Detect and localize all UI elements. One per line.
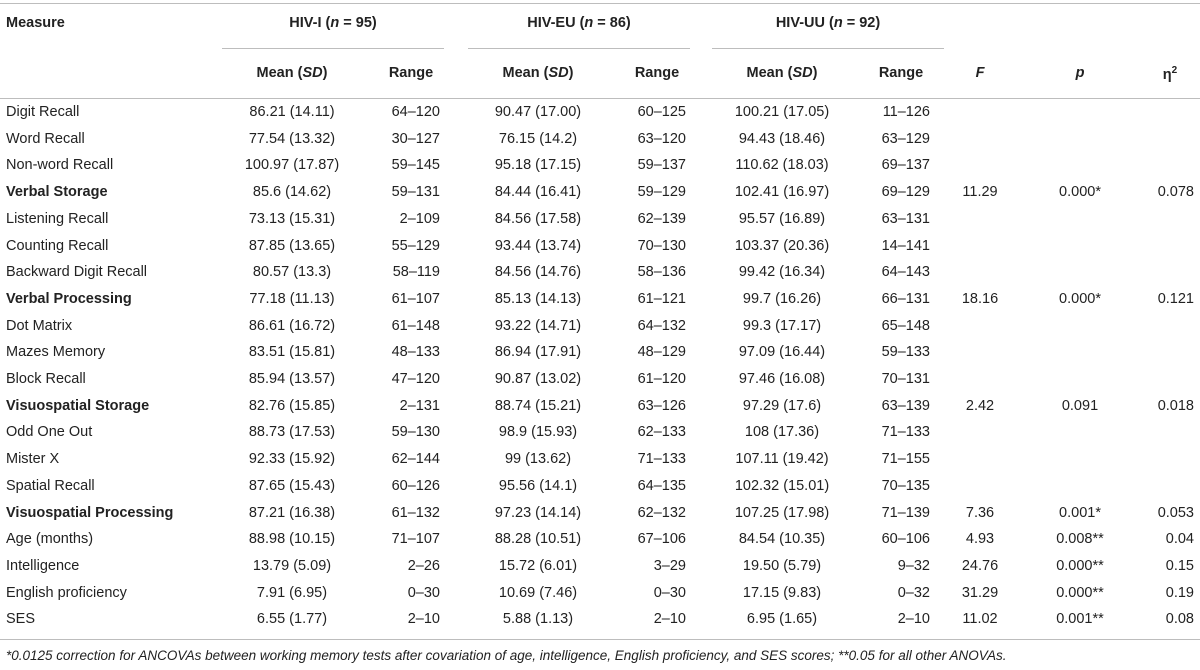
cell-mean-hiv-eu: 84.56 (17.58) <box>494 210 582 227</box>
cell-measure: Mazes Memory <box>6 344 106 361</box>
cell-range-hiv-i: 58–119 <box>392 264 440 281</box>
cell-mean-hiv-uu: 97.09 (16.44) <box>738 344 826 361</box>
cell-p: 0.000** <box>1056 557 1104 574</box>
cell-range-hiv-uu: 70–135 <box>881 477 930 494</box>
cell-measure: Non-word Recall <box>6 157 114 174</box>
cell-mean-hiv-i: 73.13 (15.31) <box>248 210 336 227</box>
cell-mean-hiv-eu: 99 (13.62) <box>504 451 572 468</box>
cell-mean-hiv-eu: 88.74 (15.21) <box>494 397 582 414</box>
cell-measure: Block Recall <box>6 371 86 387</box>
cell-range-hiv-i: 2–10 <box>407 611 440 628</box>
header-mean-1: Mean (SD) <box>256 65 328 81</box>
cell-mean-hiv-i: 80.57 (13.3) <box>252 264 332 281</box>
cell-F: 11.29 <box>962 184 998 201</box>
cell-range-hiv-i: 61–107 <box>391 290 440 307</box>
cell-range-hiv-uu: 69–129 <box>881 184 930 201</box>
cell-p: 0.008** <box>1056 531 1104 548</box>
header-mean-2: Mean (SD) <box>502 65 574 81</box>
cell-range-hiv-eu: 0–30 <box>653 584 686 601</box>
group-rule-hiv-eu <box>468 48 690 49</box>
cell-mean-hiv-i: 85.6 (14.62) <box>252 184 332 201</box>
cell-range-hiv-i: 60–126 <box>391 477 440 494</box>
cell-range-hiv-eu: 64–132 <box>637 317 686 334</box>
cell-F: 24.76 <box>961 557 999 574</box>
cell-measure: Counting Recall <box>6 237 109 254</box>
cell-mean-hiv-eu: 10.69 (7.46) <box>498 584 578 601</box>
cell-mean-hiv-uu: 107.11 (19.42) <box>735 451 829 468</box>
cell-mean-hiv-i: 7.91 (6.95) <box>256 584 328 601</box>
header-F: F <box>975 65 985 81</box>
cell-measure: Age (months) <box>6 531 94 548</box>
cell-mean-hiv-i: 82.76 (15.85) <box>248 397 336 414</box>
cell-range-hiv-i: 61–148 <box>391 317 440 334</box>
cell-range-hiv-eu: 64–135 <box>637 477 686 494</box>
cell-mean-hiv-i: 92.33 (15.92) <box>248 451 336 468</box>
cell-mean-hiv-eu: 97.23 (14.14) <box>494 504 582 521</box>
cell-mean-hiv-uu: 19.50 (5.79) <box>742 557 822 574</box>
cell-mean-hiv-eu: 93.22 (14.71) <box>494 317 582 334</box>
cell-measure: Intelligence <box>6 557 80 574</box>
footnote: *0.0125 correction for ANCOVAs between working memory tests after covariation of age, intelligence, English proficiency, and SES scores; **0.05 for all other ANOVAs. <box>6 648 1007 663</box>
cell-F: 31.29 <box>961 584 999 601</box>
cell-range-hiv-i: 61–132 <box>391 504 440 521</box>
cell-measure: Mister X <box>6 451 60 468</box>
cell-F: 18.16 <box>961 290 999 307</box>
cell-mean-hiv-eu: 88.28 (10.51) <box>494 531 582 548</box>
cell-range-hiv-eu: 61–120 <box>637 371 686 387</box>
cell-mean-hiv-uu: 17.15 (9.83) <box>742 584 822 601</box>
cell-measure: Verbal Processing <box>6 290 132 307</box>
cell-mean-hiv-i: 88.73 (17.53) <box>248 424 336 441</box>
header-bottom-rule <box>0 98 1200 99</box>
cell-mean-hiv-i: 88.98 (10.15) <box>248 531 336 548</box>
cell-mean-hiv-uu: 94.43 (18.46) <box>738 130 826 147</box>
cell-mean-hiv-uu: 102.41 (16.97) <box>734 184 830 201</box>
cell-measure: Visuospatial Storage <box>6 397 150 414</box>
group-rule-hiv-i <box>222 48 444 49</box>
cell-measure: Word Recall <box>6 130 85 147</box>
cell-range-hiv-i: 64–120 <box>391 104 440 120</box>
cell-eta-squared: 0.08 <box>1165 611 1194 628</box>
cell-eta-squared: 0.053 <box>1157 504 1194 521</box>
cell-mean-hiv-eu: 84.44 (16.41) <box>494 184 582 201</box>
cell-mean-hiv-eu: 76.15 (14.2) <box>498 130 578 147</box>
cell-mean-hiv-eu: 90.47 (17.00) <box>494 104 582 120</box>
cell-measure: Dot Matrix <box>6 317 73 334</box>
cell-range-hiv-i: 59–131 <box>391 184 440 201</box>
cell-mean-hiv-eu: 5.88 (1.13) <box>502 611 574 628</box>
cell-range-hiv-uu: 60–106 <box>881 531 930 548</box>
cell-range-hiv-uu: 71–133 <box>881 424 930 441</box>
cell-range-hiv-uu: 64–143 <box>881 264 930 281</box>
cell-mean-hiv-uu: 108 (17.36) <box>744 424 820 441</box>
cell-range-hiv-eu: 3–29 <box>653 557 686 574</box>
header-group-hiv-eu: HIV-EU (n = 86) <box>527 15 631 31</box>
header-range-3: Range <box>878 65 924 81</box>
cell-range-hiv-eu: 60–125 <box>637 104 686 120</box>
cell-measure: SES <box>6 611 36 628</box>
cell-range-hiv-eu: 59–137 <box>637 157 686 174</box>
cell-p: 0.091 <box>1061 397 1099 414</box>
cell-range-hiv-uu: 63–129 <box>881 130 930 147</box>
cell-p: 0.001** <box>1056 611 1104 628</box>
cell-range-hiv-uu: 63–139 <box>881 397 930 414</box>
cell-range-hiv-uu: 63–131 <box>881 210 930 227</box>
header-p: p <box>1075 65 1085 81</box>
cell-mean-hiv-uu: 103.37 (20.36) <box>734 237 830 254</box>
cell-eta-squared: 0.078 <box>1157 184 1194 201</box>
cell-range-hiv-uu: 11–126 <box>882 104 930 120</box>
cell-mean-hiv-eu: 95.56 (14.1) <box>498 477 578 494</box>
header-range-1: Range <box>388 65 434 81</box>
cell-range-hiv-i: 47–120 <box>391 371 440 387</box>
cell-measure: Listening Recall <box>6 210 109 227</box>
cell-mean-hiv-uu: 99.42 (16.34) <box>738 264 826 281</box>
cell-mean-hiv-eu: 90.87 (13.02) <box>494 371 582 387</box>
cell-F: 7.36 <box>965 504 995 521</box>
cell-p: 0.000* <box>1059 184 1101 201</box>
cell-mean-hiv-uu: 110.62 (18.03) <box>735 157 829 174</box>
cell-p: 0.000* <box>1059 290 1101 307</box>
cell-range-hiv-eu: 61–121 <box>637 290 686 307</box>
cell-mean-hiv-eu: 86.94 (17.91) <box>494 344 582 361</box>
cell-measure: Odd One Out <box>6 424 93 441</box>
cell-mean-hiv-i: 87.21 (16.38) <box>248 504 336 521</box>
cell-measure: Backward Digit Recall <box>6 264 148 281</box>
cell-mean-hiv-eu: 85.13 (14.13) <box>494 290 582 307</box>
cell-measure: English proficiency <box>6 584 127 601</box>
cell-mean-hiv-uu: 102.32 (15.01) <box>734 477 830 494</box>
cell-range-hiv-uu: 9–32 <box>897 557 930 574</box>
cell-range-hiv-eu: 62–139 <box>637 210 686 227</box>
header-measure: Measure <box>6 15 65 31</box>
cell-measure: Digit Recall <box>6 104 80 120</box>
cell-p: 0.000** <box>1056 584 1104 601</box>
header-eta-squared: $\eta^2$ <box>1162 65 1178 83</box>
cell-range-hiv-uu: 14–141 <box>881 237 930 254</box>
cell-range-hiv-i: 59–145 <box>391 157 440 174</box>
cell-eta-squared: 0.04 <box>1165 531 1194 548</box>
cell-range-hiv-i: 59–130 <box>391 424 440 441</box>
cell-range-hiv-i: 62–144 <box>391 451 440 468</box>
cell-range-hiv-eu: 59–129 <box>637 184 686 201</box>
cell-range-hiv-eu: 62–132 <box>637 504 686 521</box>
cell-F: 4.93 <box>965 531 995 548</box>
cell-range-hiv-uu: 0–32 <box>897 584 930 601</box>
cell-range-hiv-i: 48–133 <box>391 344 440 361</box>
cell-measure: Spatial Recall <box>6 477 95 494</box>
group-rule-hiv-uu <box>712 48 944 49</box>
cell-mean-hiv-i: 87.65 (15.43) <box>248 477 336 494</box>
cell-range-hiv-i: 2–26 <box>407 557 440 574</box>
cell-range-hiv-uu: 71–139 <box>881 504 930 521</box>
cell-eta-squared: 0.121 <box>1157 290 1194 307</box>
cell-range-hiv-i: 2–109 <box>399 210 440 227</box>
cell-F: 11.02 <box>962 611 998 628</box>
cell-range-hiv-eu: 63–120 <box>637 130 686 147</box>
cell-mean-hiv-i: 87.85 (13.65) <box>248 237 336 254</box>
cell-mean-hiv-uu: 84.54 (10.35) <box>738 531 826 548</box>
cell-eta-squared: 0.018 <box>1157 397 1194 414</box>
cell-mean-hiv-uu: 97.46 (16.08) <box>738 371 826 387</box>
header-range-2: Range <box>634 65 680 81</box>
cell-range-hiv-uu: 69–137 <box>881 157 930 174</box>
cell-mean-hiv-i: 83.51 (15.81) <box>248 344 336 361</box>
cell-mean-hiv-i: 13.79 (5.09) <box>252 557 332 574</box>
cell-range-hiv-uu: 71–155 <box>881 451 930 468</box>
cell-mean-hiv-eu: 15.72 (6.01) <box>498 557 578 574</box>
cell-eta-squared: 0.19 <box>1165 584 1194 601</box>
cell-range-hiv-eu: 67–106 <box>637 531 686 548</box>
cell-mean-hiv-i: 6.55 (1.77) <box>256 611 328 628</box>
cell-range-hiv-eu: 71–133 <box>637 451 686 468</box>
cell-measure: Visuospatial Processing <box>6 504 174 521</box>
cell-mean-hiv-uu: 100.21 (17.05) <box>734 104 830 120</box>
cell-mean-hiv-uu: 6.95 (1.65) <box>746 611 818 628</box>
cell-mean-hiv-i: 86.21 (14.11) <box>249 104 335 120</box>
cell-range-hiv-i: 30–127 <box>391 130 440 147</box>
cell-range-hiv-uu: 66–131 <box>881 290 930 307</box>
header-group-hiv-uu: HIV-UU (n = 92) <box>775 15 881 31</box>
cell-range-hiv-eu: 48–129 <box>637 344 686 361</box>
cell-mean-hiv-i: 100.97 (17.87) <box>244 157 340 174</box>
cell-range-hiv-i: 71–107 <box>391 531 440 548</box>
cell-mean-hiv-uu: 99.7 (16.26) <box>742 290 822 307</box>
cell-range-hiv-eu: 2–10 <box>653 611 686 628</box>
table-bottom-rule <box>0 639 1200 640</box>
cell-mean-hiv-i: 85.94 (13.57) <box>248 371 336 387</box>
header-group-hiv-i: HIV-I (n = 95) <box>289 15 377 31</box>
cell-eta-squared: 0.15 <box>1165 557 1194 574</box>
cell-range-hiv-eu: 70–130 <box>637 237 686 254</box>
cell-mean-hiv-eu: 95.18 (17.15) <box>494 157 582 174</box>
cell-range-hiv-eu: 63–126 <box>637 397 686 414</box>
cell-mean-hiv-eu: 93.44 (13.74) <box>494 237 582 254</box>
cell-mean-hiv-eu: 84.56 (14.76) <box>494 264 582 281</box>
cell-range-hiv-eu: 62–133 <box>637 424 686 441</box>
cell-range-hiv-i: 2–131 <box>399 397 440 414</box>
cell-mean-hiv-i: 77.54 (13.32) <box>248 130 336 147</box>
table-top-rule <box>0 3 1200 4</box>
cell-range-hiv-uu: 65–148 <box>881 317 930 334</box>
cell-range-hiv-i: 0–30 <box>407 584 440 601</box>
cell-range-hiv-i: 55–129 <box>391 237 440 254</box>
cell-mean-hiv-i: 77.18 (11.13) <box>249 290 335 307</box>
cell-mean-hiv-uu: 107.25 (17.98) <box>734 504 830 521</box>
cell-mean-hiv-uu: 99.3 (17.17) <box>742 317 822 334</box>
cell-range-hiv-uu: 2–10 <box>897 611 930 628</box>
cell-mean-hiv-uu: 97.29 (17.6) <box>742 397 822 414</box>
cell-mean-hiv-eu: 98.9 (15.93) <box>498 424 578 441</box>
cell-F: 2.42 <box>965 397 995 414</box>
cell-range-hiv-uu: 59–133 <box>881 344 930 361</box>
cell-range-hiv-uu: 70–131 <box>881 371 930 387</box>
header-mean-3: Mean (SD) <box>746 65 818 81</box>
cell-mean-hiv-uu: 95.57 (16.89) <box>738 210 826 227</box>
cell-mean-hiv-i: 86.61 (16.72) <box>248 317 336 334</box>
cell-range-hiv-eu: 58–136 <box>637 264 686 281</box>
cell-measure: Verbal Storage <box>6 184 108 201</box>
cell-p: 0.001* <box>1059 504 1101 521</box>
